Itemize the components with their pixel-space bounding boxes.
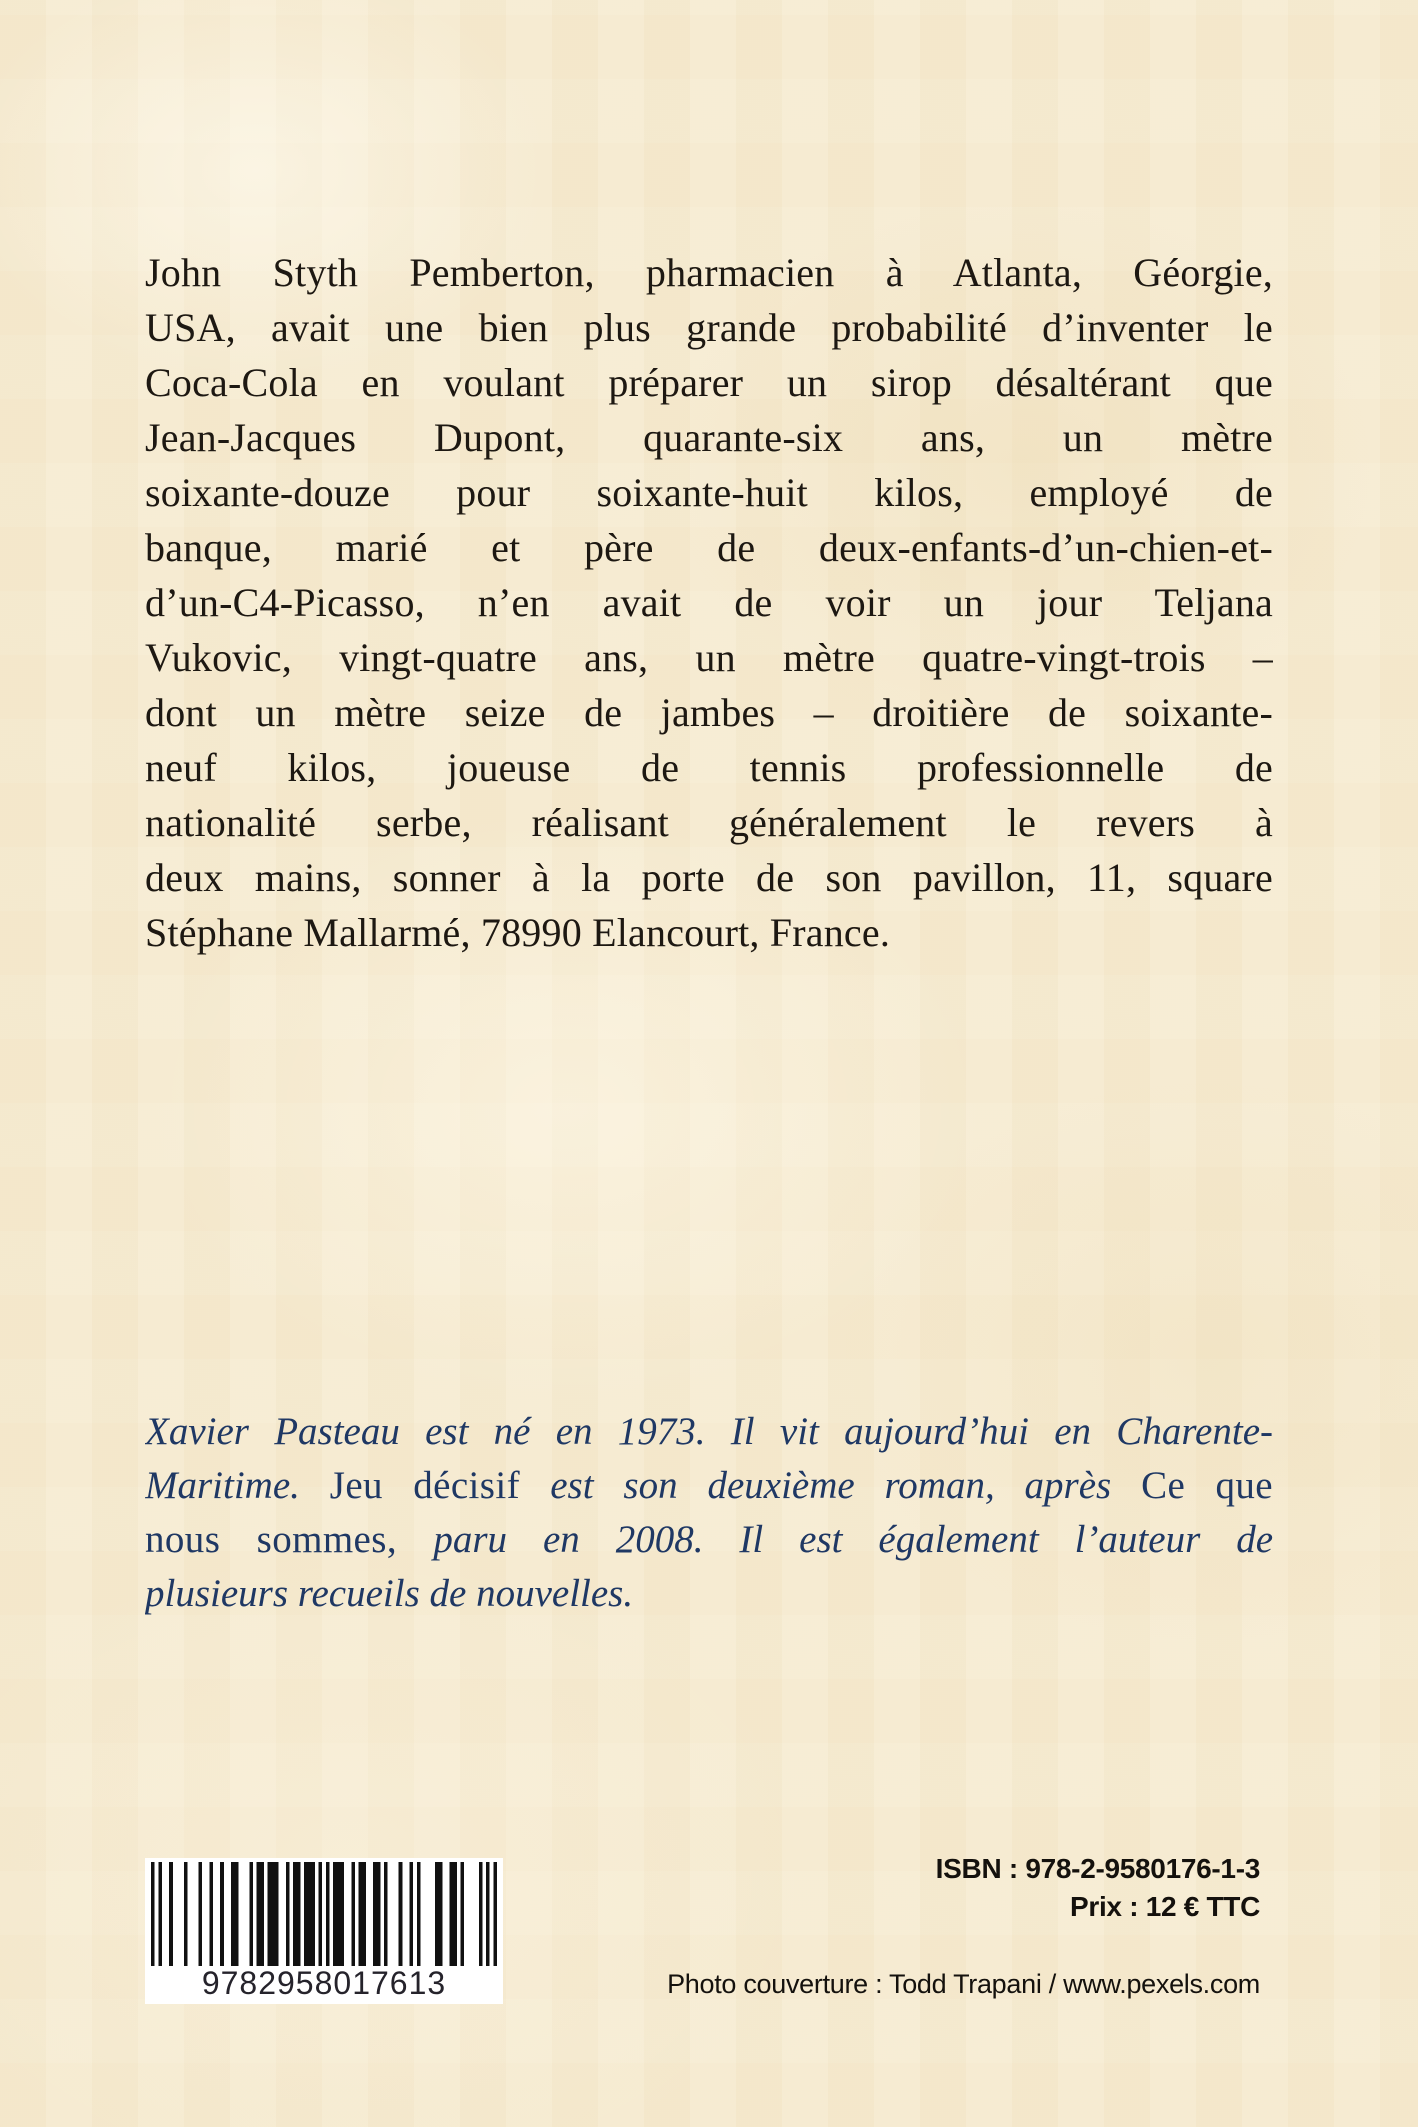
synopsis-line: Vukovic, vingt-quatre ans, un mètre quatre-vingt-trois – <box>145 635 1273 680</box>
bio-italic-text: plusieurs recueils de nouvelles. <box>145 1572 634 1615</box>
bio-italic-text: Maritime. <box>145 1464 330 1507</box>
synopsis-line: Stéphane Mallarmé, 78990 Elancourt, France. <box>145 910 891 955</box>
barcode-bars <box>151 1862 497 1966</box>
synopsis-line: Coca-Cola en voulant préparer un sirop désaltérant que <box>145 360 1273 405</box>
synopsis-line: USA, avait une bien plus grande probabilité d’inventer le <box>145 305 1273 350</box>
bio-line <box>145 1405 1273 1459</box>
synopsis-line: neuf kilos, joueuse de tennis professionnelle de <box>145 745 1273 790</box>
synopsis-line: Jean-Jacques Dupont, quarante-six ans, un mètre <box>145 415 1273 460</box>
synopsis-line: banque, marié et père de deux-enfants-d’un-chien-et- <box>145 525 1273 570</box>
synopsis-line: nationalité serbe, réalisant généralement le revers à <box>145 800 1273 845</box>
isbn-price-block <box>936 1850 1260 1926</box>
isbn-text: ISBN : 978-2-9580176-1-3 <box>935 1853 1260 1884</box>
synopsis-line: deux mains, sonner à la porte de son pavillon, 11, square <box>145 855 1273 900</box>
book-title-jeu-decisif: Jeu décisif <box>329 1464 551 1507</box>
bio-italic-text: est son deuxième roman, après <box>550 1464 1142 1507</box>
synopsis-line: soixante-douze pour soixante-huit kilos, employé de <box>145 470 1273 515</box>
price-text: Prix : 12 € TTC <box>1069 1891 1260 1922</box>
bio-italic-text: Xavier Pasteau est né en 1973. Il vit aujourd’hui en Charente- <box>145 1410 1273 1453</box>
barcode-number: 9782958017613 <box>201 1965 447 2001</box>
bio-line <box>145 1513 1273 1567</box>
synopsis-line: d’un-C4-Picasso, n’en avait de voir un jour Teljana <box>145 580 1273 625</box>
barcode <box>145 1858 503 2004</box>
book-title-ce-que-nous-sommes: nous sommes, <box>145 1518 434 1561</box>
synopsis-line: John Styth Pemberton, pharmacien à Atlanta, Géorgie, <box>145 250 1273 295</box>
bio-line <box>145 1567 1273 1621</box>
synopsis-line: dont un mètre seize de jambes – droitière de soixante- <box>145 690 1273 735</box>
synopsis-paragraph <box>145 245 1273 960</box>
bio-italic-text: paru en 2008. Il est également l’auteur de <box>433 1518 1273 1561</box>
book-title-ce-que-nous-sommes: Ce que <box>1141 1464 1273 1507</box>
author-bio-paragraph <box>145 1405 1273 1621</box>
bio-line <box>145 1459 1273 1513</box>
photo-credit: Photo couverture : Todd Trapani / www.pexels.com <box>667 1969 1260 1999</box>
